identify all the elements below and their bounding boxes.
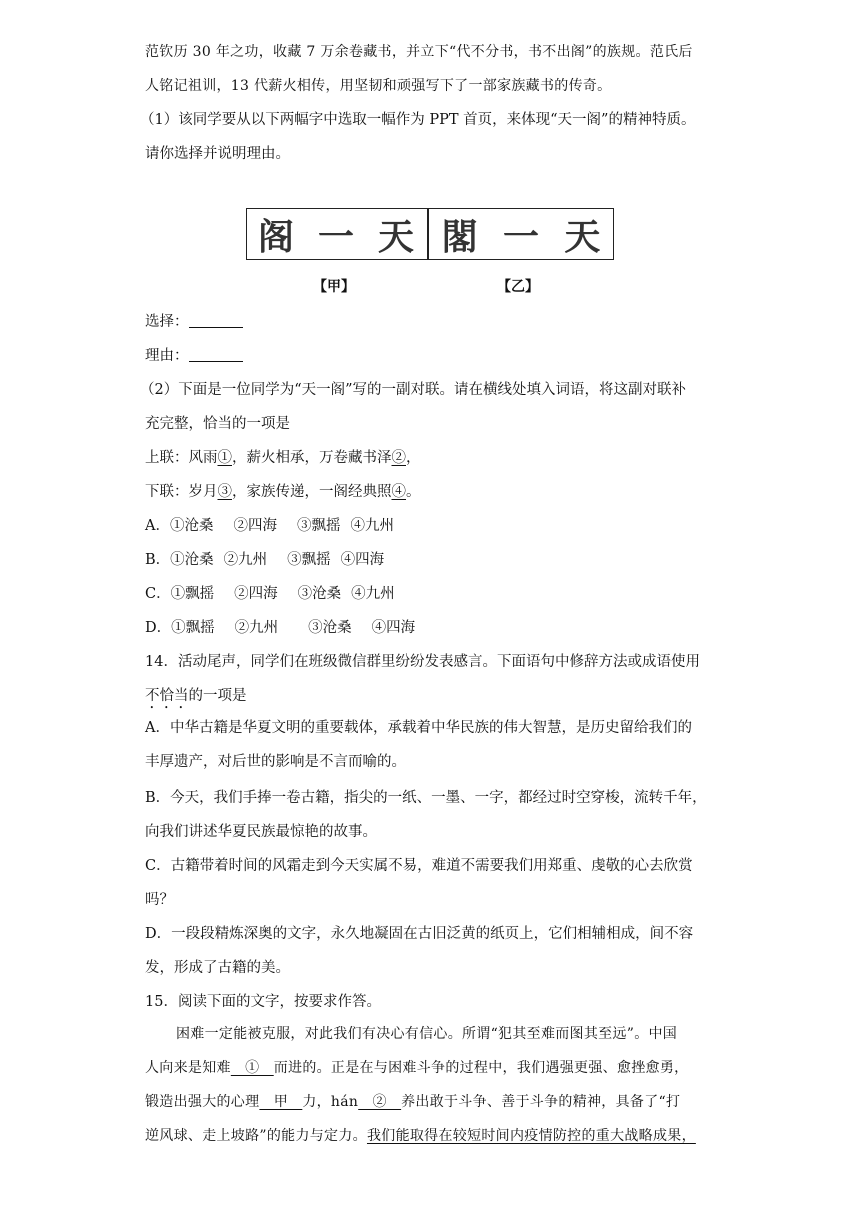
q2-option-a[interactable] [145,516,725,536]
q14-prompt-rest: 的一项是 [188,688,247,704]
yi-char-2: 一 [502,216,539,258]
q14-option-a-line-2: 丰厚遗产，对后世的影响是不言而喻的。 [145,754,406,770]
couplet-upper-text-1: 上联：风雨 [145,450,218,466]
option-key: C． [145,586,171,602]
choice-blank[interactable] [189,313,243,328]
q15-passage-line-4 [145,1126,725,1146]
option-item: ①沧桑 [170,552,214,568]
option-item: ④九州 [350,518,394,534]
caption-yi: 【乙】 [497,279,539,295]
option-key: B． [145,552,171,568]
couplet-blank-2: ② [391,450,406,466]
option-item: ①飘摇 [171,620,215,636]
passage-text: 锻造出强大的心理 [145,1094,260,1110]
yi-char-1: 閣 [441,216,478,258]
q1-prompt-line-1: （1）该同学要从以下两幅字中选取一幅作为 PPT 首页，来体现“天一阁”的精神特质。 [140,112,696,128]
option-item: ④四海 [371,620,416,636]
passage-blank-1[interactable]: ① [230,1060,274,1076]
reason-line [145,346,725,366]
q14-option-c-line-1[interactable]: C．古籍带着时间的风霜走到今天实属不易，难道不需要我们用郑重、虔敬的心去欣赏 [145,858,693,874]
passage-text: 力，hán [302,1094,359,1110]
q1-prompt-line-2: 请你选择并说明理由。 [145,146,290,162]
q15-passage-line-3 [145,1092,725,1112]
passage-text: 而进的。正是在与困难斗争的过程中，我们遇强更强、愈挫愈勇， [273,1060,689,1076]
couplet-blank-4: ④ [391,484,406,500]
passage-blank-jia[interactable]: 甲 [259,1094,303,1110]
passage-blank-2[interactable]: ② [358,1094,402,1110]
q14-option-c-line-2: 吗？ [145,892,174,908]
option-item: ②四海 [233,518,277,534]
option-item: ②九州 [234,620,279,636]
couplet-lower [145,482,725,502]
option-item: ④四海 [340,552,385,568]
calligraphy-yi [428,208,614,260]
jia-char-3: 天 [377,215,416,258]
option-key: A． [145,518,170,534]
option-item: ①沧桑 [169,518,214,534]
option-key: D． [145,620,172,636]
reason-blank[interactable] [189,347,243,362]
q14-option-b-line-1[interactable]: B．今天，我们手捧一卷古籍，指尖的一纸、一墨、一字，都经过时空穿梭，流转千年， [145,790,707,806]
jia-char-1: 阁 [257,215,296,258]
intro-line-2: 人铭记祖训，13 代薪火相传，用坚韧和顽强写下了一部家族藏书的传奇。 [145,78,612,94]
caption-jia: 【甲】 [313,279,355,295]
q2-prompt-line-1: （2）下面是一位同学为“天一阁”写的一副对联。请在横线处填入词语，将这副对联补 [140,382,687,398]
couplet-blank-3: ③ [217,484,232,500]
q15-passage-line-2 [145,1058,725,1078]
q14-prompt-line-2 [145,686,725,712]
choice-line [145,312,725,332]
passage-text: 人向来是知难 [145,1060,231,1076]
q14-option-d-line-2: 发，形成了古籍的美。 [145,960,290,976]
q2-option-b[interactable] [145,550,725,570]
couplet-lower-text-1: 下联：岁月 [145,484,218,500]
reason-label: 理由： [145,348,189,364]
q2-option-d[interactable] [145,618,725,638]
calligraphy-jia [246,208,428,260]
q15-prompt: 15．阅读下面的文字，按要求作答。 [145,994,381,1010]
option-item: ③沧桑 [308,620,352,636]
jia-char-2: 一 [317,215,356,258]
q14-option-a-line-1[interactable]: A．中华古籍是华夏文明的重要载体，承载着中华民族的伟大智慧，是历史留给我们的 [145,720,692,736]
couplet-upper [145,448,725,468]
couplet-blank-1: ① [217,450,232,466]
q2-option-c[interactable] [145,584,725,604]
intro-line-1: 范钦历 30 年之功，收藏 7 万余卷藏书，并立下“代不分书，书不出阁”的族规。范氏后 [145,44,693,60]
option-item: ①飘摇 [170,586,215,602]
q2-prompt-line-2: 充完整，恰当的一项是 [145,416,290,432]
option-item: ③飘摇 [287,552,331,568]
q14-option-b-line-2: 向我们讲述华夏民族最惊艳的故事。 [145,824,377,840]
yi-char-3: 天 [564,216,601,258]
option-item: ④九州 [351,586,395,602]
q14-option-d-line-1[interactable]: D．一段段精炼深奥的文字，永久地凝固在古旧泛黄的纸页上，它们相辅相成，间不容 [145,926,694,942]
couplet-lower-text-2: ，家族传递，一阁经典照 [232,484,392,500]
passage-underlined-sentence: 我们能取得在较短时间内疫情防控的重大战略成果， [366,1128,696,1144]
option-item: ③飘摇 [296,518,341,534]
q14-prompt-line-1: 14．活动尾声，同学们在班级微信群里纷纷发表感言。下面语句中修辞方法或成语使用 [145,654,700,670]
couplet-upper-text-2: ，薪火相承，万卷藏书泽 [232,450,392,466]
option-item: ②四海 [234,586,278,602]
option-item: ②九州 [223,552,268,568]
option-item: ③沧桑 [297,586,342,602]
q14-emphasis: 不恰当 [145,688,189,704]
passage-text: 逆风球、走上坡路”的能力与定力。 [145,1128,367,1144]
choice-label: 选择： [145,314,189,330]
couplet-upper-text-3: ， [406,450,421,466]
passage-text: 养出敢于斗争、善于斗争的精神，具备了“打 [401,1094,681,1110]
q15-passage-line-1: 困难一定能被克服，对此我们有决心有信心。所谓“犯其至难而图其至远”。中国 [176,1026,678,1042]
couplet-lower-text-3: 。 [406,484,421,500]
